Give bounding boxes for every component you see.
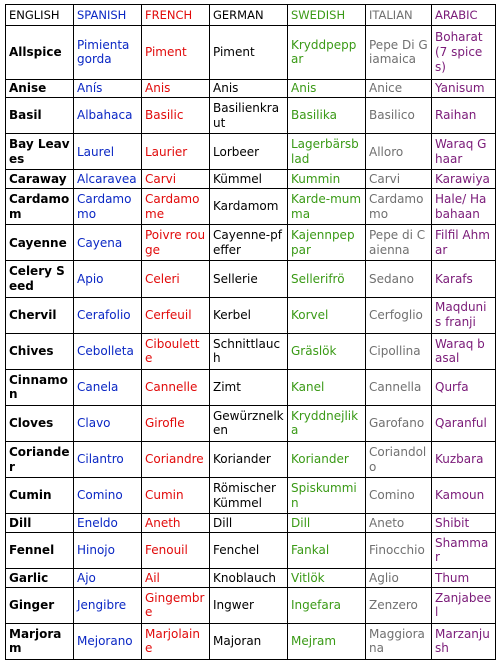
cell-swedish: Basilika: [288, 98, 366, 134]
cell-italian: Cannella: [366, 369, 432, 405]
cell-german: Ingwer: [210, 587, 288, 623]
cell-german: Kümmel: [210, 170, 288, 189]
cell-swedish: Dill: [288, 514, 366, 533]
table-row: [6, 514, 496, 533]
table-row: [6, 98, 496, 134]
cell-arabic: Qaranful: [432, 405, 496, 441]
cell-swedish: Kanel: [288, 369, 366, 405]
table-row: [6, 478, 496, 514]
cell-english: Cardamom: [6, 189, 74, 225]
cell-italian: Anice: [366, 79, 432, 98]
cell-german: Kerbel: [210, 297, 288, 333]
cell-arabic: Shammar: [432, 532, 496, 568]
cell-arabic: Shibit: [432, 514, 496, 533]
cell-arabic: Marzanjush: [432, 623, 496, 659]
cell-german: Anis: [210, 79, 288, 98]
cell-swedish: Gräslök: [288, 333, 366, 369]
cell-spanish: Mejorano: [74, 623, 142, 659]
cell-italian: Garofano: [366, 405, 432, 441]
cell-italian: Pepe di Caienna: [366, 225, 432, 261]
cell-arabic: Raihan: [432, 98, 496, 134]
cell-german: Piment: [210, 26, 288, 80]
cell-german: Schnittlauch: [210, 333, 288, 369]
cell-arabic: Maqdunis franji: [432, 297, 496, 333]
cell-german: Dill: [210, 514, 288, 533]
cell-german: Kardamom: [210, 189, 288, 225]
cell-french: Cumin: [142, 478, 210, 514]
cell-spanish: Hinojo: [74, 532, 142, 568]
table-row: [6, 225, 496, 261]
cell-swedish: Vitlök: [288, 569, 366, 588]
cell-english: Cinnamon: [6, 369, 74, 405]
table-row: [6, 189, 496, 225]
cell-german: Koriander: [210, 442, 288, 478]
cell-italian: Cipollina: [366, 333, 432, 369]
cell-swedish: Anis: [288, 79, 366, 98]
cell-german: Zimt: [210, 369, 288, 405]
cell-french: Fenouil: [142, 532, 210, 568]
cell-english: Chives: [6, 333, 74, 369]
cell-german: Lorbeer: [210, 134, 288, 170]
cell-swedish: Ingefara: [288, 587, 366, 623]
cell-arabic: Kuzbara: [432, 442, 496, 478]
cell-english: Basil: [6, 98, 74, 134]
cell-english: Chervil: [6, 297, 74, 333]
cell-english: Coriander: [6, 442, 74, 478]
cell-italian: Comino: [366, 478, 432, 514]
cell-italian: Cerfoglio: [366, 297, 432, 333]
cell-spanish: Cayena: [74, 225, 142, 261]
cell-french: Basilic: [142, 98, 210, 134]
cell-german: Knoblauch: [210, 569, 288, 588]
cell-french: Aneth: [142, 514, 210, 533]
cell-arabic: Thum: [432, 569, 496, 588]
cell-arabic: Hale/ Habahaan: [432, 189, 496, 225]
cell-french: Anis: [142, 79, 210, 98]
cell-italian: Alloro: [366, 134, 432, 170]
cell-spanish: Alcaravea: [74, 170, 142, 189]
cell-swedish: Kajennpeppar: [288, 225, 366, 261]
table-row: [6, 405, 496, 441]
cell-arabic: Waraq Ghaar: [432, 134, 496, 170]
cell-arabic: Kamoun: [432, 478, 496, 514]
cell-italian: Aglio: [366, 569, 432, 588]
table-row: [6, 333, 496, 369]
cell-swedish: Korvel: [288, 297, 366, 333]
cell-italian: Sedano: [366, 261, 432, 297]
cell-french: Girofle: [142, 405, 210, 441]
cell-italian: Finocchio: [366, 532, 432, 568]
column-header-arabic: ARABIC: [432, 5, 496, 26]
cell-spanish: Laurel: [74, 134, 142, 170]
cell-french: Poivre rouge: [142, 225, 210, 261]
cell-arabic: Zanjabeel: [432, 587, 496, 623]
cell-swedish: Fankal: [288, 532, 366, 568]
table-row: [6, 623, 496, 659]
cell-italian: Aneto: [366, 514, 432, 533]
table-body: [6, 26, 496, 660]
table-row: [6, 170, 496, 189]
table-row: [6, 569, 496, 588]
cell-spanish: Cilantro: [74, 442, 142, 478]
table-row: [6, 26, 496, 80]
cell-arabic: Waraq basal: [432, 333, 496, 369]
cell-french: Cerfeuil: [142, 297, 210, 333]
cell-french: Celeri: [142, 261, 210, 297]
cell-arabic: Karawiya: [432, 170, 496, 189]
cell-italian: Maggiorana: [366, 623, 432, 659]
cell-english: Dill: [6, 514, 74, 533]
cell-english: Caraway: [6, 170, 74, 189]
cell-arabic: Karafs: [432, 261, 496, 297]
cell-spanish: Anís: [74, 79, 142, 98]
cell-german: Basilienkraut: [210, 98, 288, 134]
cell-spanish: Pimienta gorda: [74, 26, 142, 80]
table-row: [6, 442, 496, 478]
cell-arabic: Filfil Ahmar: [432, 225, 496, 261]
table-row: [6, 134, 496, 170]
table-row: [6, 587, 496, 623]
cell-spanish: Comino: [74, 478, 142, 514]
cell-german: Gewürznelken: [210, 405, 288, 441]
header-row: [6, 5, 496, 26]
cell-german: Cayenne-pfeffer: [210, 225, 288, 261]
cell-english: Allspice: [6, 26, 74, 80]
cell-arabic: Yanisum: [432, 79, 496, 98]
cell-french: Ciboulette: [142, 333, 210, 369]
cell-french: Carvi: [142, 170, 210, 189]
cell-german: Sellerie: [210, 261, 288, 297]
cell-spanish: Jengibre: [74, 587, 142, 623]
cell-french: Laurier: [142, 134, 210, 170]
cell-english: Fennel: [6, 532, 74, 568]
table-row: [6, 79, 496, 98]
cell-italian: Zenzero: [366, 587, 432, 623]
cell-german: Majoran: [210, 623, 288, 659]
cell-arabic: Boharat (7 spices): [432, 26, 496, 80]
cell-english: Ginger: [6, 587, 74, 623]
cell-german: Römischer Kümmel: [210, 478, 288, 514]
column-header-english: ENGLISH: [6, 5, 74, 26]
cell-italian: Cardamomo: [366, 189, 432, 225]
column-header-swedish: SWEDISH: [288, 5, 366, 26]
cell-spanish: Cebolleta: [74, 333, 142, 369]
cell-english: Cumin: [6, 478, 74, 514]
cell-english: Cloves: [6, 405, 74, 441]
cell-english: Marjoram: [6, 623, 74, 659]
cell-arabic: Qurfa: [432, 369, 496, 405]
cell-swedish: Lagerbärsblad: [288, 134, 366, 170]
cell-french: Cannelle: [142, 369, 210, 405]
cell-swedish: Kummin: [288, 170, 366, 189]
cell-english: Garlic: [6, 569, 74, 588]
cell-spanish: Cardamomo: [74, 189, 142, 225]
cell-swedish: Mejram: [288, 623, 366, 659]
cell-swedish: Kryddnejlika: [288, 405, 366, 441]
table-row: [6, 261, 496, 297]
cell-english: Bay Leaves: [6, 134, 74, 170]
column-header-german: GERMAN: [210, 5, 288, 26]
cell-french: Piment: [142, 26, 210, 80]
column-header-french: FRENCH: [142, 5, 210, 26]
cell-french: Ail: [142, 569, 210, 588]
cell-swedish: Kryddpeppar: [288, 26, 366, 80]
cell-english: Celery Seed: [6, 261, 74, 297]
cell-spanish: Apio: [74, 261, 142, 297]
cell-english: Cayenne: [6, 225, 74, 261]
table-row: [6, 532, 496, 568]
cell-german: Fenchel: [210, 532, 288, 568]
cell-french: Coriandre: [142, 442, 210, 478]
column-header-spanish: SPANISH: [74, 5, 142, 26]
table-row: [6, 297, 496, 333]
cell-italian: Basilico: [366, 98, 432, 134]
cell-spanish: Cerafolio: [74, 297, 142, 333]
cell-swedish: Spiskummin: [288, 478, 366, 514]
spice-translation-table: [5, 4, 496, 660]
table-row: [6, 369, 496, 405]
cell-spanish: Canela: [74, 369, 142, 405]
cell-swedish: Koriander: [288, 442, 366, 478]
cell-italian: Pepe Di Giamaica: [366, 26, 432, 80]
cell-swedish: Karde-mumma: [288, 189, 366, 225]
cell-spanish: Clavo: [74, 405, 142, 441]
cell-english: Anise: [6, 79, 74, 98]
cell-italian: Coriandolo: [366, 442, 432, 478]
cell-french: Marjolaine: [142, 623, 210, 659]
cell-swedish: Sellerifrö: [288, 261, 366, 297]
column-header-italian: ITALIAN: [366, 5, 432, 26]
cell-french: Cardamome: [142, 189, 210, 225]
cell-spanish: Ajo: [74, 569, 142, 588]
cell-french: Gingembre: [142, 587, 210, 623]
cell-italian: Carvi: [366, 170, 432, 189]
cell-spanish: Eneldo: [74, 514, 142, 533]
cell-spanish: Albahaca: [74, 98, 142, 134]
